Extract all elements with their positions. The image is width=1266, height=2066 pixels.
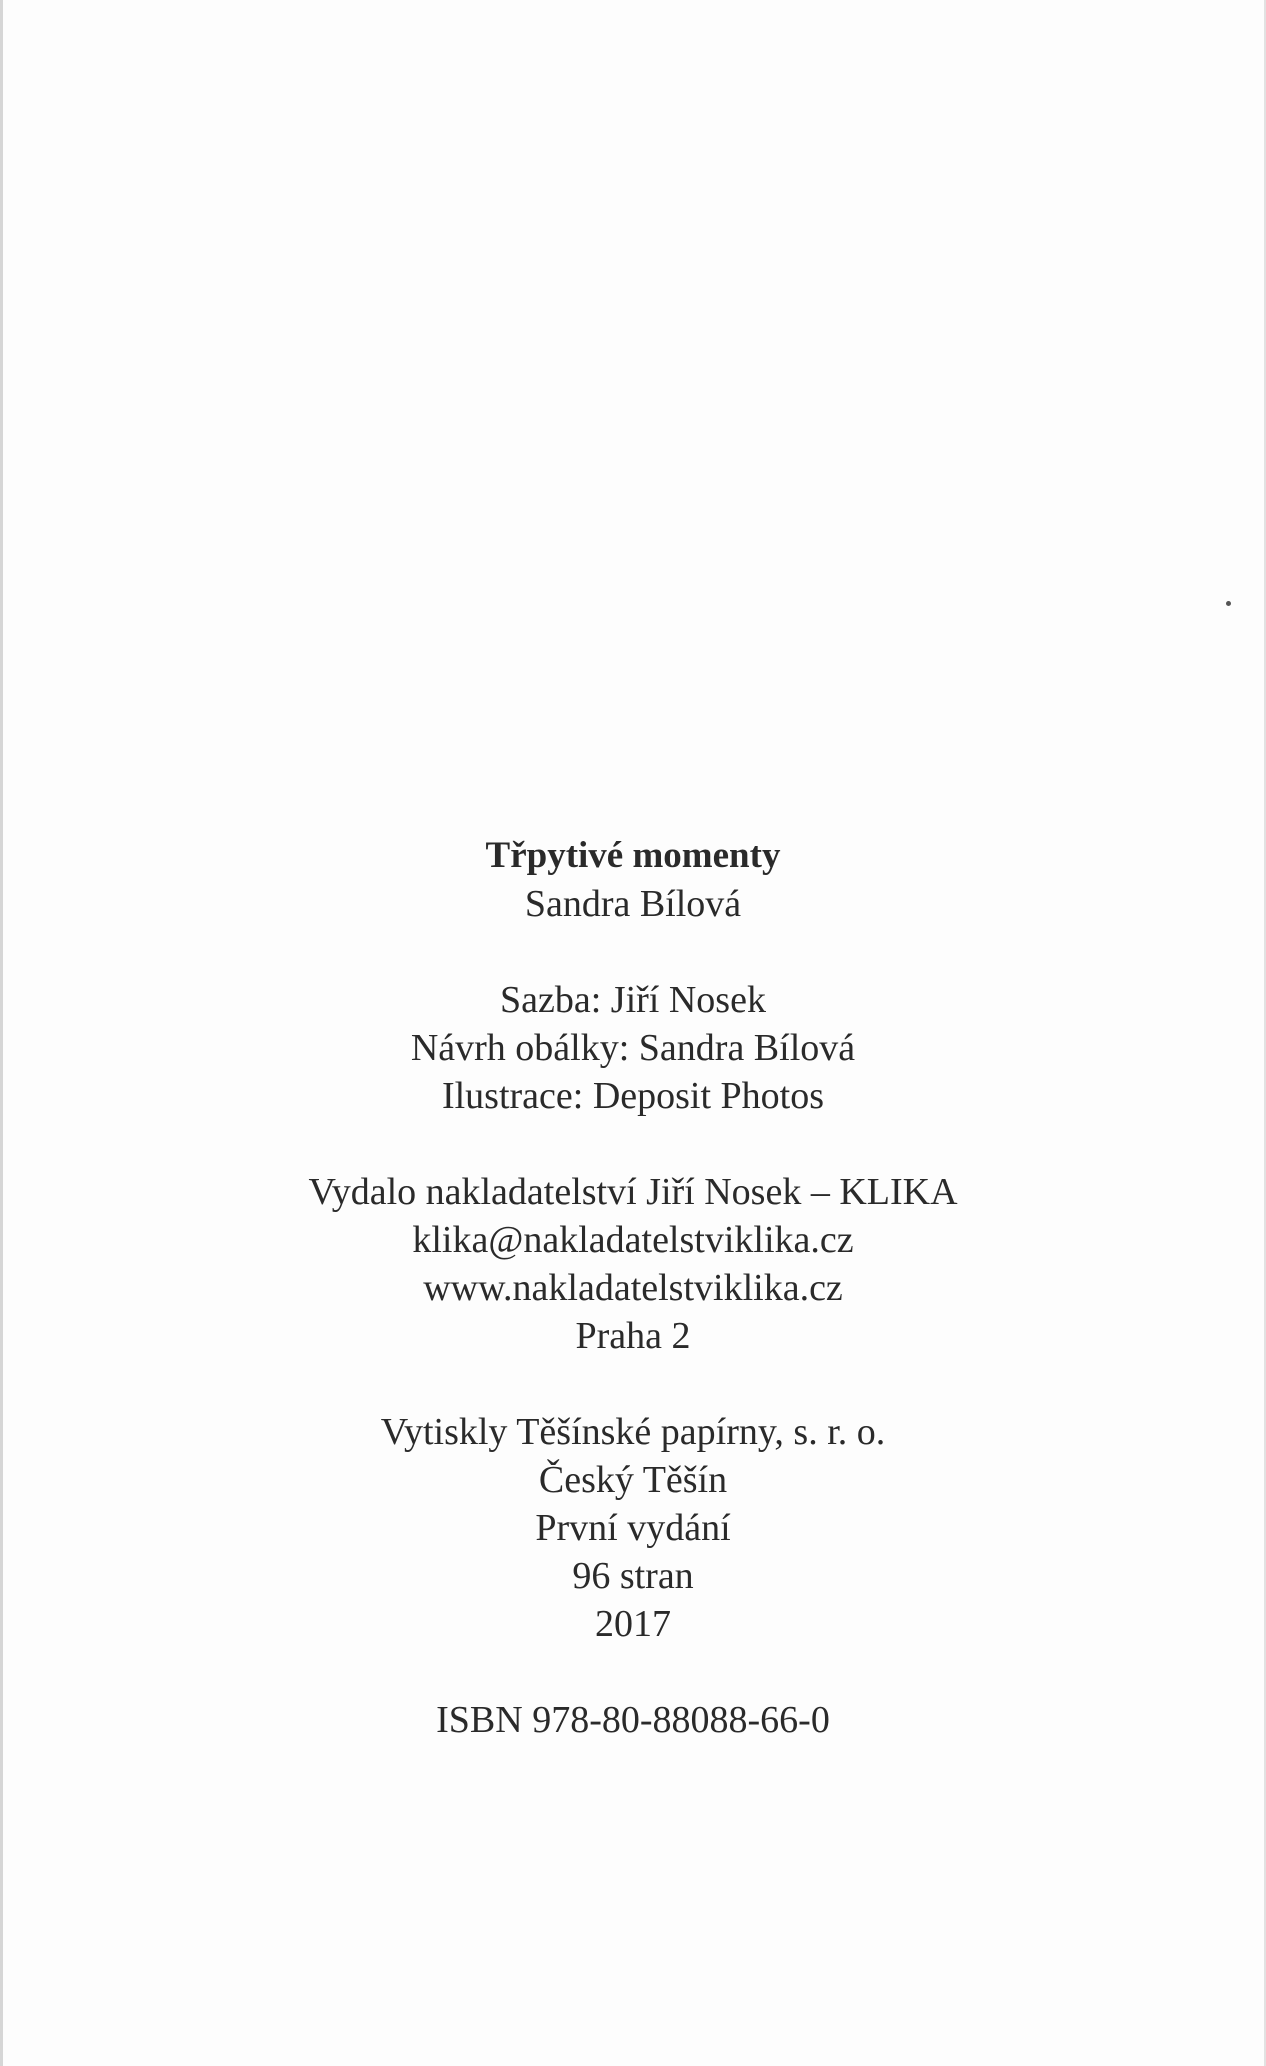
book-title: Třpytivé momenty <box>485 835 781 876</box>
publisher-website: www.nakladatelstviklika.cz <box>423 1267 843 1309</box>
book-author: Sandra Bílová <box>524 883 742 925</box>
isbn: ISBN 978-80-88088-66-0 <box>436 1699 830 1741</box>
printer-line: Vytiskly Těšínské papírny, s. r. o. <box>380 1411 886 1453</box>
publication-year: 2017 <box>595 1603 671 1645</box>
paper-speck <box>1226 601 1231 606</box>
page-count: 96 stran <box>572 1555 694 1597</box>
printer-city: Český Těšín <box>538 1459 728 1501</box>
edition: První vydání <box>535 1507 731 1549</box>
spacer <box>0 1360 1266 1408</box>
spacer <box>0 928 1266 976</box>
spacer <box>0 1120 1266 1168</box>
publisher-email: klika@nakladatelstviklika.cz <box>412 1219 854 1261</box>
publisher-city: Praha 2 <box>575 1315 691 1357</box>
cover-design-credit: Návrh obálky: Sandra Bílová <box>410 1027 856 1069</box>
illustration-credit: Ilustrace: Deposit Photos <box>441 1075 825 1117</box>
spacer <box>0 1648 1266 1696</box>
typesetting-credit: Sazba: Jiří Nosek <box>500 979 766 1021</box>
publisher-line: Vydalo nakladatelství Jiří Nosek – KLIKA <box>308 1171 958 1213</box>
colophon <box>0 832 1266 1744</box>
